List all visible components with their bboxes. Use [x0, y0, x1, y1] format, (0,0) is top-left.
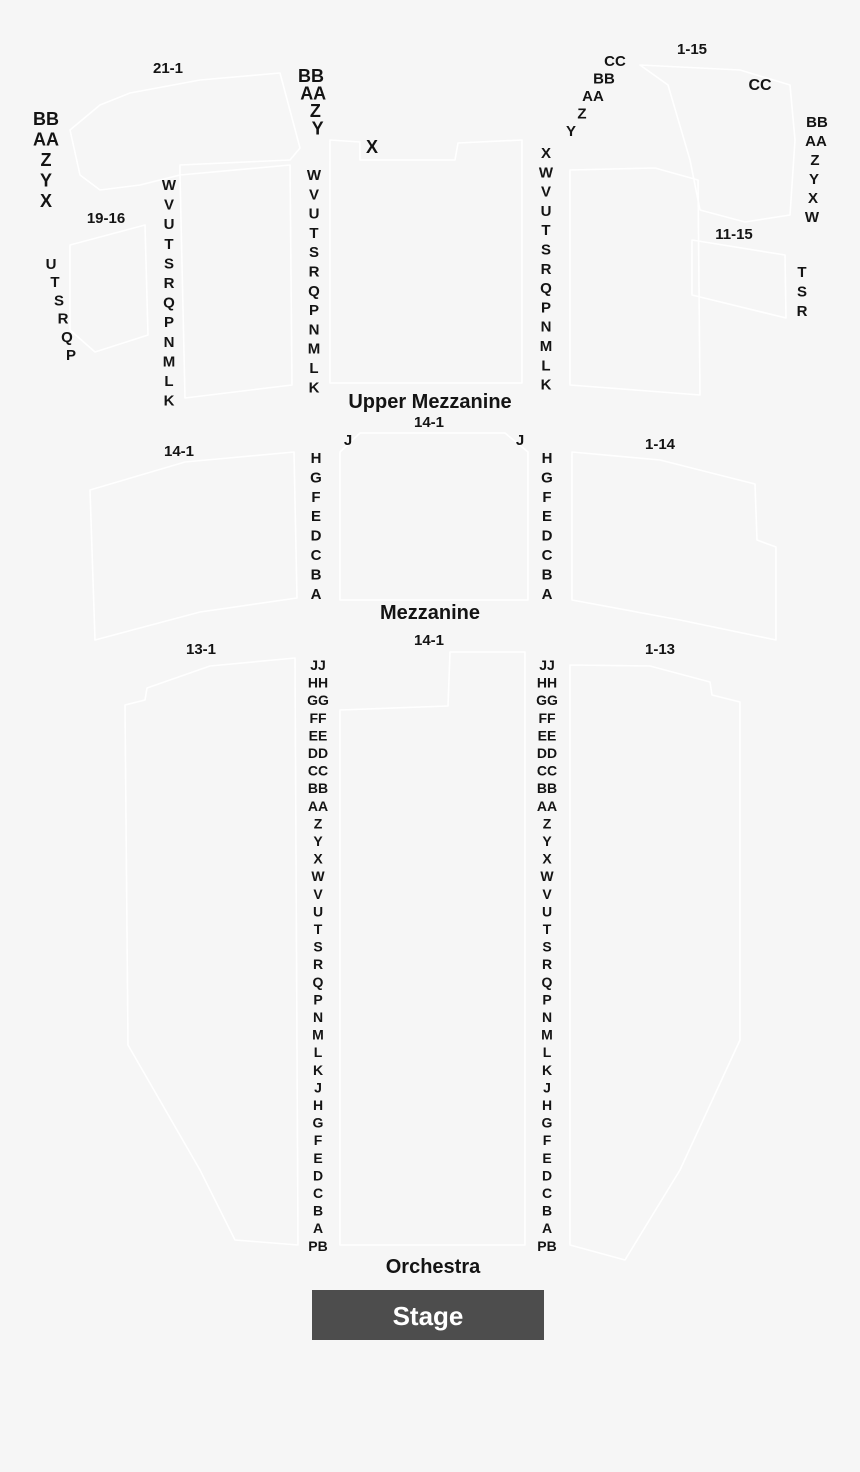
row-label: W	[540, 868, 554, 885]
row-label: A	[312, 1220, 324, 1237]
row-label: GG	[307, 692, 329, 709]
row-label: CC	[307, 762, 329, 779]
row-label: J	[314, 1079, 322, 1096]
row-label: R	[541, 956, 553, 973]
row-label: T	[50, 274, 60, 292]
seat-range-label: 19-16	[86, 210, 126, 227]
row-label: AA	[805, 133, 827, 150]
section-name-upper-mezzanine: Upper Mezzanine	[348, 391, 512, 413]
upper-mezz-left-box-section[interactable]	[70, 225, 148, 352]
row-label: Y	[808, 171, 820, 188]
row-label: N	[541, 1009, 553, 1025]
row-label: B	[312, 1202, 324, 1219]
row-label: V	[163, 196, 175, 214]
row-label: BB	[307, 780, 329, 797]
row-label: D	[312, 1167, 324, 1184]
row-label: N	[163, 333, 175, 351]
row-label: L	[164, 373, 174, 390]
row-label: U	[45, 256, 57, 273]
row-label: V	[308, 186, 320, 204]
row-label: G	[310, 469, 322, 487]
row-label: BB	[593, 70, 615, 88]
row-label: L	[313, 1044, 323, 1061]
row-label: Y	[313, 833, 323, 849]
row-label: EE	[537, 727, 557, 744]
row-label: M	[162, 353, 176, 371]
orchestra-right-section[interactable]	[570, 665, 740, 1260]
row-label: N	[540, 318, 552, 336]
row-label: HH	[307, 674, 329, 691]
section-outlines	[70, 65, 795, 1260]
row-label: G	[312, 1114, 324, 1131]
row-label: U	[163, 216, 175, 234]
upper-mezz-left-side-section[interactable]	[180, 165, 292, 398]
row-label: J	[515, 432, 525, 449]
row-label: X	[807, 190, 819, 207]
row-label: U	[541, 903, 553, 920]
row-label: PB	[308, 1237, 328, 1254]
row-label: HH	[536, 674, 558, 691]
row-label: S	[542, 938, 552, 955]
row-label: T	[313, 921, 323, 937]
row-label: AA	[582, 88, 604, 105]
row-label: FF	[309, 709, 327, 726]
row-label: J	[543, 1079, 551, 1096]
row-label: S	[163, 255, 175, 273]
row-label: B	[310, 566, 322, 584]
row-label: E	[542, 1149, 552, 1166]
row-label: FF	[538, 709, 556, 726]
seat-range-label: 14-1	[413, 632, 445, 649]
row-label: P	[313, 991, 323, 1008]
seat-range-label: 1-13	[644, 641, 676, 658]
row-label: R	[540, 260, 552, 278]
row-label: Q	[308, 282, 320, 300]
row-label: BB	[806, 114, 828, 131]
row-label: X	[39, 191, 53, 211]
stage-label: Stage	[392, 1301, 464, 1331]
row-label: R	[163, 275, 175, 292]
seat-range-label: 14-1	[413, 414, 445, 431]
mezz-center-section[interactable]	[340, 433, 528, 600]
row-label: BB	[298, 66, 324, 86]
row-label: AA	[33, 129, 59, 150]
row-label: N	[308, 321, 320, 339]
row-label: G	[541, 1114, 553, 1131]
row-label: CC	[604, 53, 626, 70]
orchestra-center-section[interactable]	[340, 652, 525, 1245]
row-label: W	[538, 164, 554, 182]
row-label: CC	[748, 77, 772, 94]
row-label: X	[542, 850, 552, 867]
row-label: R	[796, 303, 808, 320]
row-label: D	[541, 527, 553, 545]
row-label: Y	[565, 123, 577, 140]
section-names	[348, 391, 511, 1278]
row-label: S	[540, 241, 552, 259]
row-label: R	[312, 956, 324, 973]
row-label: P	[163, 314, 175, 332]
row-label: Z	[313, 815, 323, 832]
row-label: F	[313, 1132, 323, 1149]
row-label: Z	[309, 101, 321, 121]
row-label: Z	[577, 105, 587, 123]
row-label: W	[804, 209, 820, 226]
row-label: C	[541, 547, 553, 564]
row-label: E	[541, 508, 553, 526]
row-label: X	[365, 137, 379, 157]
row-label: S	[53, 292, 65, 310]
row-label: C	[310, 547, 322, 564]
row-label: CC	[536, 762, 558, 779]
row-label: A	[541, 1220, 553, 1237]
row-label: P	[540, 299, 552, 317]
row-label: X	[540, 145, 552, 162]
row-label: D	[541, 1167, 553, 1184]
upper-mezz-right-side-section[interactable]	[570, 168, 700, 395]
row-label: BB	[536, 780, 558, 797]
row-label: BB	[33, 109, 59, 129]
row-label: JJ	[539, 657, 555, 673]
row-label: V	[540, 183, 552, 201]
row-label: M	[312, 1026, 324, 1043]
row-label: K	[308, 379, 320, 397]
row-label: K	[541, 1061, 553, 1078]
row-label: M	[541, 1026, 553, 1043]
row-label: C	[312, 1185, 324, 1201]
seat-range-label: 1-15	[676, 41, 708, 58]
row-label: H	[541, 450, 553, 467]
stage	[312, 1290, 544, 1340]
row-label: L	[309, 360, 319, 377]
row-label: P	[65, 347, 77, 364]
upper-mezz-center-section[interactable]	[330, 140, 522, 383]
row-label: Z	[542, 815, 552, 832]
row-label: S	[313, 938, 323, 955]
row-label: Q	[61, 328, 73, 346]
mezz-left-section[interactable]	[90, 452, 297, 640]
row-label: P	[308, 302, 320, 320]
seat-range-label: 21-1	[152, 60, 184, 77]
row-label: V	[313, 885, 323, 902]
row-label: DD	[536, 745, 558, 761]
row-label: E	[310, 508, 322, 526]
row-label: AA	[300, 83, 327, 104]
row-label: T	[164, 235, 174, 253]
row-label: T	[797, 264, 807, 281]
row-label: T	[309, 224, 319, 242]
row-label: B	[541, 1202, 553, 1219]
row-label: F	[311, 488, 321, 506]
row-label: L	[541, 357, 551, 375]
row-label: D	[310, 527, 322, 545]
row-label: DD	[307, 745, 329, 761]
row-label: H	[310, 450, 322, 467]
row-label: H	[312, 1097, 324, 1113]
row-label: W	[311, 868, 325, 885]
section-name-mezzanine: Mezzanine	[379, 602, 481, 624]
row-label: N	[312, 1009, 324, 1025]
row-label: P	[542, 991, 552, 1008]
seat-range-labels	[87, 41, 753, 658]
row-label: F	[542, 488, 552, 506]
seat-range-label: 13-1	[185, 641, 217, 658]
row-label: U	[312, 903, 324, 920]
row-label: M	[307, 340, 321, 358]
row-label: R	[57, 310, 69, 328]
row-label: K	[163, 392, 175, 410]
row-label: JJ	[310, 657, 326, 673]
row-label: Q	[541, 973, 553, 990]
row-label: Z	[40, 150, 52, 170]
row-label: S	[308, 244, 320, 262]
row-label: K	[312, 1061, 324, 1078]
row-label: EE	[308, 727, 328, 744]
orchestra-left-section[interactable]	[125, 658, 298, 1245]
row-label: A	[541, 585, 553, 603]
row-label: T	[542, 921, 552, 937]
mezz-right-section[interactable]	[572, 452, 776, 640]
row-label: F	[542, 1132, 552, 1149]
row-label: Y	[39, 170, 53, 191]
row-label: Y	[542, 833, 552, 849]
row-label: A	[310, 585, 322, 603]
row-label: AA	[536, 797, 558, 814]
upper-mezz-right-box-section[interactable]	[692, 240, 786, 318]
row-label: X	[313, 850, 323, 867]
row-label: J	[343, 432, 353, 449]
upper-mezz-right-rear-section[interactable]	[640, 65, 795, 222]
seat-range-label: 14-1	[163, 443, 195, 460]
row-label: W	[161, 177, 177, 194]
row-label: U	[540, 202, 552, 220]
row-label: T	[541, 222, 551, 240]
row-label: B	[541, 566, 553, 584]
row-label: Q	[163, 294, 175, 312]
row-label: K	[540, 376, 552, 394]
row-label: Q	[540, 280, 552, 298]
row-label: W	[306, 167, 322, 184]
row-label: L	[542, 1044, 552, 1061]
row-label: PB	[537, 1237, 557, 1254]
row-label: R	[308, 263, 320, 281]
row-label: U	[308, 205, 320, 223]
row-label: C	[541, 1185, 553, 1201]
upper-mezz-left-rear-section[interactable]	[70, 73, 300, 190]
row-label-columns	[33, 53, 828, 1254]
row-label: GG	[536, 692, 558, 709]
row-label: Y	[311, 118, 324, 139]
row-label: E	[313, 1149, 323, 1166]
row-label: V	[542, 885, 552, 902]
row-label: G	[541, 469, 553, 487]
row-label: AA	[307, 797, 329, 814]
seat-range-label: 1-14	[644, 436, 676, 453]
section-name-orchestra: Orchestra	[385, 1256, 481, 1278]
row-label: Q	[312, 973, 324, 990]
row-label: M	[539, 338, 553, 355]
row-label: Z	[810, 152, 820, 169]
row-label: H	[541, 1097, 553, 1113]
row-label: S	[796, 283, 808, 301]
seat-range-label: 11-15	[715, 226, 753, 243]
